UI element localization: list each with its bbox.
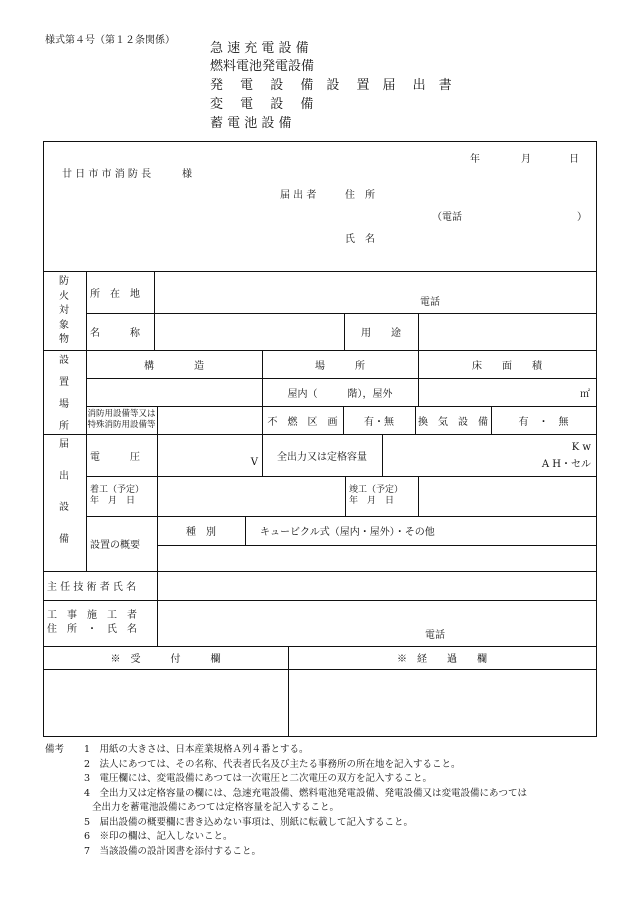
title-line-fuel-cell: 燃料電池発電設備 <box>210 59 315 74</box>
equipment-vertical-label: 届 出 設 備 <box>59 439 69 545</box>
use-label: 用 途 <box>361 328 401 339</box>
ventilation-yes-no: 有 ・ 無 <box>518 416 569 428</box>
note-item: 2 法人にあつては、その名称、代表者氏名及び主たる事務所の所在地を記入すること。 <box>84 759 461 770</box>
date-year: 年 <box>470 154 480 165</box>
start-date-label: 着工（予定） 年 月 日 <box>90 485 145 506</box>
kw-unit: K w <box>571 441 591 453</box>
title-line-main: 発 電 設 備 設 置 届 出 書 <box>210 78 452 93</box>
overview-label: 設置の概要 <box>90 540 140 551</box>
form-number: 様式第４号（第１２条関係） <box>45 35 175 46</box>
contractor-label: 工 事 施 工 者 住 所 ・ 氏 名 <box>47 610 137 635</box>
contractor-phone-label: 電話 <box>425 629 445 641</box>
completion-date-label: 竣工（予定） 年 月 日 <box>349 485 404 506</box>
place-header: 場 所 <box>315 360 365 372</box>
applicant-phone-close: ） <box>577 212 587 223</box>
type-value: キュービクル式（屋内・屋外）・その他 <box>260 527 435 538</box>
fireproof-yes-no: 有・無 <box>364 416 394 428</box>
title-line-substation: 変 電 設 備 <box>210 97 314 112</box>
name-label: 名 称 <box>90 328 140 339</box>
structure-header: 構 造 <box>144 360 204 372</box>
applicant-phone-open: （電話 <box>432 212 462 223</box>
square-meter-unit: ㎡ <box>580 388 590 400</box>
progress-header: ※ 経 過 欄 <box>397 654 487 665</box>
target-vertical-label: 防 火 対 象 物 <box>59 276 69 345</box>
note-item: 全出力を蓄電池設備にあつては定格容量を記入すること。 <box>92 802 340 813</box>
location-phone-label: 電話 <box>420 296 440 308</box>
applicant-name-label: 氏 名 <box>345 234 375 245</box>
title-line-quick-charger: 急 速 充 電 設 備 <box>210 41 309 56</box>
addressee-honorific: 様 <box>182 169 192 180</box>
note-item: 4 全出力又は定格容量の欄には、急速充電設備、燃料電池発電設備、発電設備又は変電設備にあつては <box>84 788 528 799</box>
location-label: 所 在 地 <box>90 288 140 300</box>
note-item: 3 電圧欄には、変電設備にあつては一次電圧と二次電圧の双方を記入すること。 <box>84 773 433 784</box>
note-item: 7 当該設備の設計図書を添付すること。 <box>84 846 262 857</box>
output-capacity-label: 全出力又は定格容量 <box>277 451 367 463</box>
fireproof-division-label: 不 燃 区 画 <box>267 416 338 428</box>
reception-header: ※ 受 付 欄 <box>110 654 221 665</box>
type-label: 種 別 <box>186 527 216 538</box>
addressee: 廿 日 市 市 消 防 長 <box>62 169 152 180</box>
date-day: 日 <box>569 154 579 165</box>
ventilation-label: 換 気 設 備 <box>418 416 488 428</box>
indoor-outdoor-field: 屋内（ 階），屋外 <box>287 388 393 400</box>
notes-prefix: 備考 <box>45 744 65 755</box>
floor-area-header: 床 面 積 <box>472 360 542 372</box>
chief-engineer-label: 主 任 技 術 者 氏 名 <box>47 582 137 593</box>
title-line-battery: 蓄 電 池 設 備 <box>210 116 292 131</box>
applicant-address-label: 住 所 <box>345 190 375 201</box>
note-item: 6 ※印の欄は、記入しないこと。 <box>84 831 233 842</box>
ah-cell-unit: A H・セル <box>541 458 591 470</box>
note-item: 1 用紙の大きさは、日本産業規格Ａ列４番とする。 <box>84 744 309 755</box>
date-month: 月 <box>521 154 531 165</box>
voltage-unit: V <box>250 456 258 468</box>
voltage-label: 電 圧 <box>90 451 140 463</box>
fire-equipment-label: 消防用設備等又は 特殊消防用設備等 <box>87 409 156 430</box>
install-place-vertical-label: 設 置 場 所 <box>59 355 69 432</box>
applicant-label: 届 出 者 <box>280 190 317 201</box>
note-item: 5 届出設備の概要欄に書き込めない事項は、別紙に転載して記入すること。 <box>84 817 414 828</box>
